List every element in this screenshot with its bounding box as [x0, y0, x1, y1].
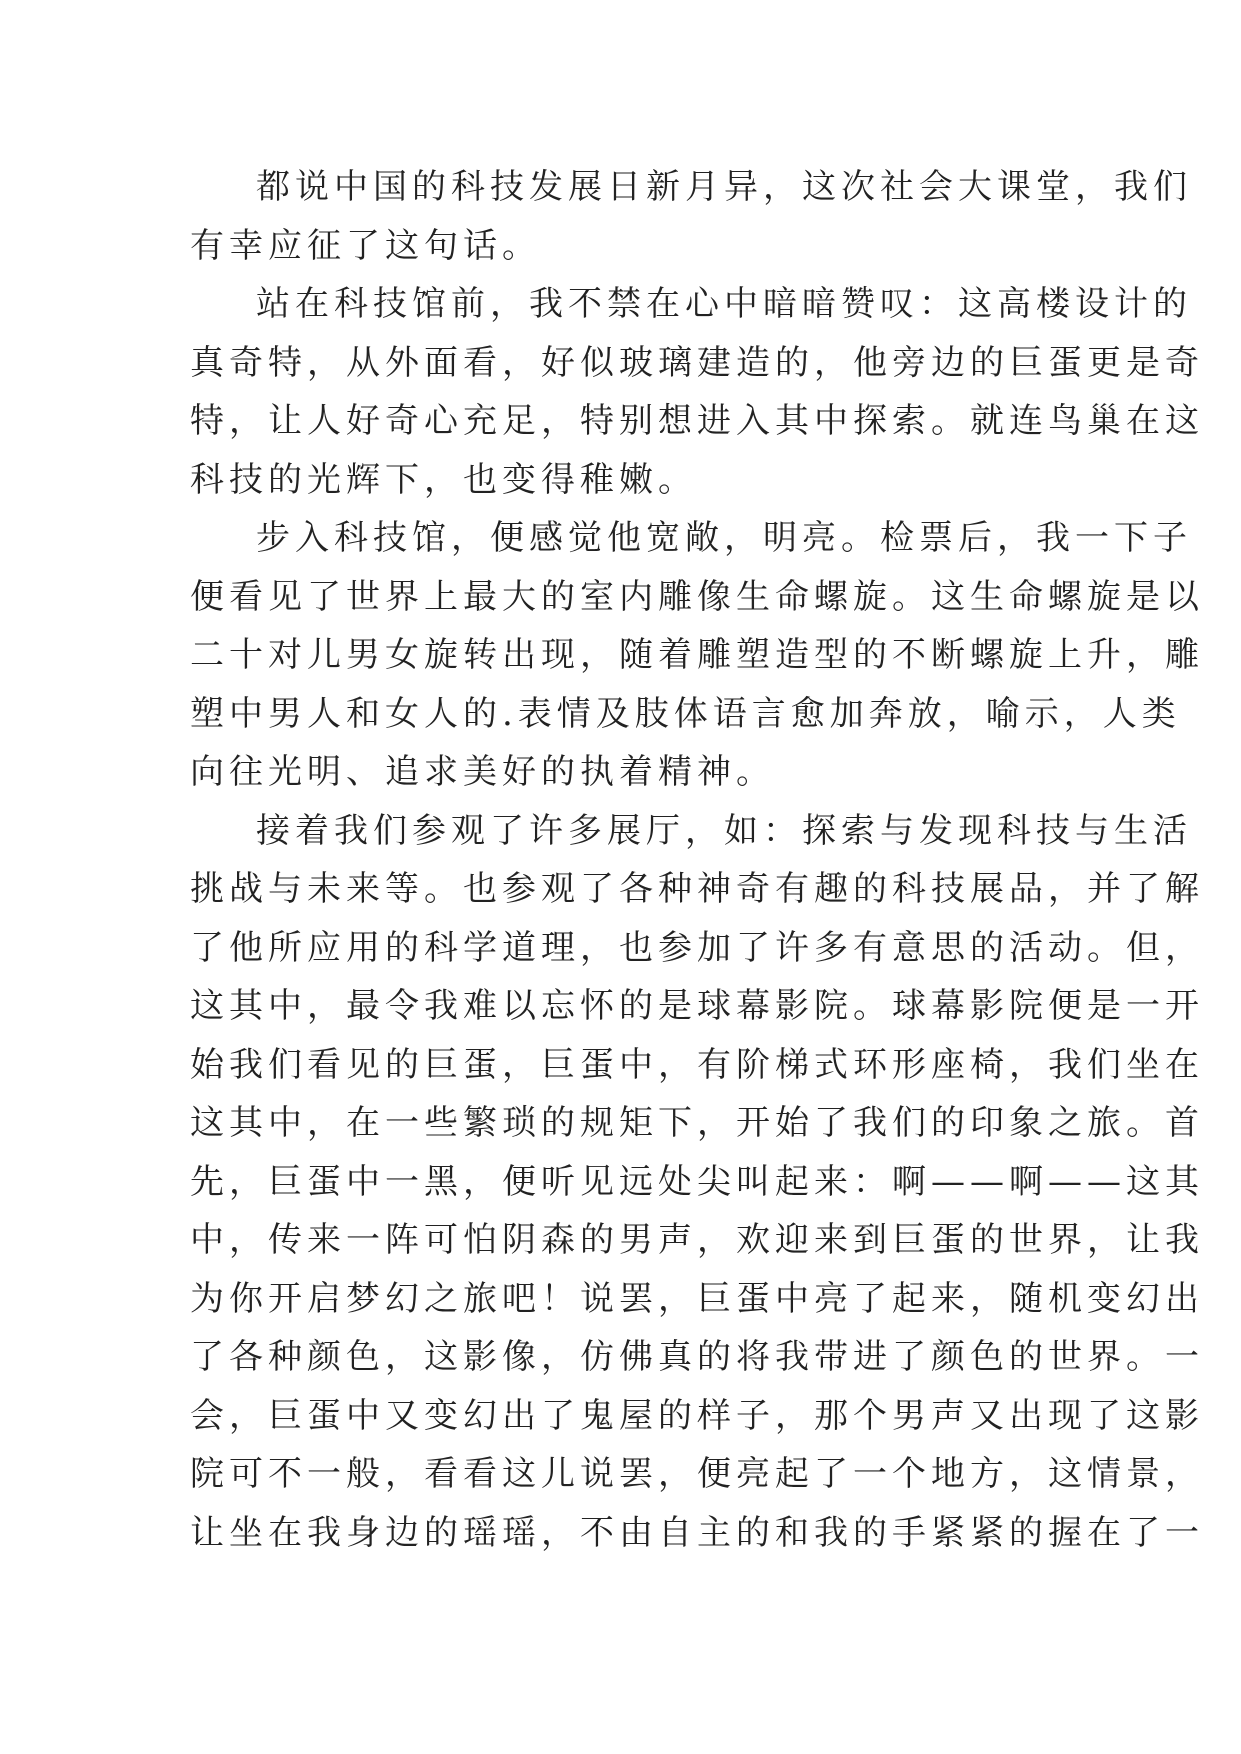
paragraph	[190, 158, 1192, 275]
text-line: 院可不一般，看看这儿说罢，便亮起了一个地方，这情景，	[190, 1454, 1204, 1494]
text-line: 让坐在我身边的瑶瑶，不由自主的和我的手紧紧的握在了一	[190, 1512, 1204, 1553]
text-line: 都说中国的科技发展日新月异，这次社会大课堂，我们	[256, 167, 1192, 207]
text-line: 步入科技馆，便感觉他宽敞，明亮。检票后，我一下子	[256, 518, 1192, 558]
text-line: 科技的光辉下，也变得稚嫩。	[190, 459, 697, 500]
text-line: 二十对儿男女旋转出现，随着雕塑造型的不断螺旋上升，雕	[190, 635, 1204, 675]
text-line: 挑战与未来等。也参观了各种神奇有趣的科技展品，并了解	[190, 869, 1204, 909]
document-body	[190, 158, 1204, 1562]
text-line: 接着我们参观了许多展厅，如：探索与发现科技与生活	[256, 810, 1192, 851]
text-line: 了各种颜色，这影像，仿佛真的将我带进了颜色的世界。一	[190, 1337, 1204, 1377]
text-line: 为你开启梦幻之旅吧！说罢，巨蛋中亮了起来，随机变幻出	[190, 1278, 1204, 1319]
paragraph	[190, 509, 1204, 802]
text-line: 有幸应征了这句话。	[190, 225, 541, 266]
paragraph	[190, 275, 1204, 509]
paragraph	[190, 802, 1204, 1563]
text-line: 了他所应用的科学道理，也参加了许多有意思的活动。但，	[190, 927, 1204, 968]
text-line: 中，传来一阵可怕阴森的男声，欢迎来到巨蛋的世界，让我	[190, 1220, 1204, 1260]
text-line: 这其中，在一些繁琐的规矩下，开始了我们的印象之旅。首	[190, 1103, 1204, 1143]
text-line: 便看见了世界上最大的室内雕像生命螺旋。这生命螺旋是以	[190, 576, 1204, 617]
text-line: 始我们看见的巨蛋，巨蛋中，有阶梯式环形座椅，我们坐在	[190, 1044, 1204, 1085]
text-line: 塑中男人和女人的.表情及肢体语言愈加奔放，喻示，人类	[190, 693, 1181, 734]
text-line: 真奇特，从外面看，好似玻璃建造的，他旁边的巨蛋更是奇	[190, 342, 1204, 383]
text-line: 先，巨蛋中一黑，便听见远处尖叫起来：啊——啊——这其	[190, 1161, 1204, 1202]
text-line: 这其中，最令我难以忘怀的是球幕影院。球幕影院便是一开	[190, 986, 1204, 1026]
text-line: 特，让人好奇心充足，特别想进入其中探索。就连鸟巢在这	[190, 401, 1204, 441]
text-line: 站在科技馆前，我不禁在心中暗暗赞叹：这高楼设计的	[256, 284, 1192, 324]
text-line: 向往光明、追求美好的执着精神。	[190, 752, 775, 792]
text-line: 会，巨蛋中又变幻出了鬼屋的样子，那个男声又出现了这影	[190, 1395, 1204, 1436]
